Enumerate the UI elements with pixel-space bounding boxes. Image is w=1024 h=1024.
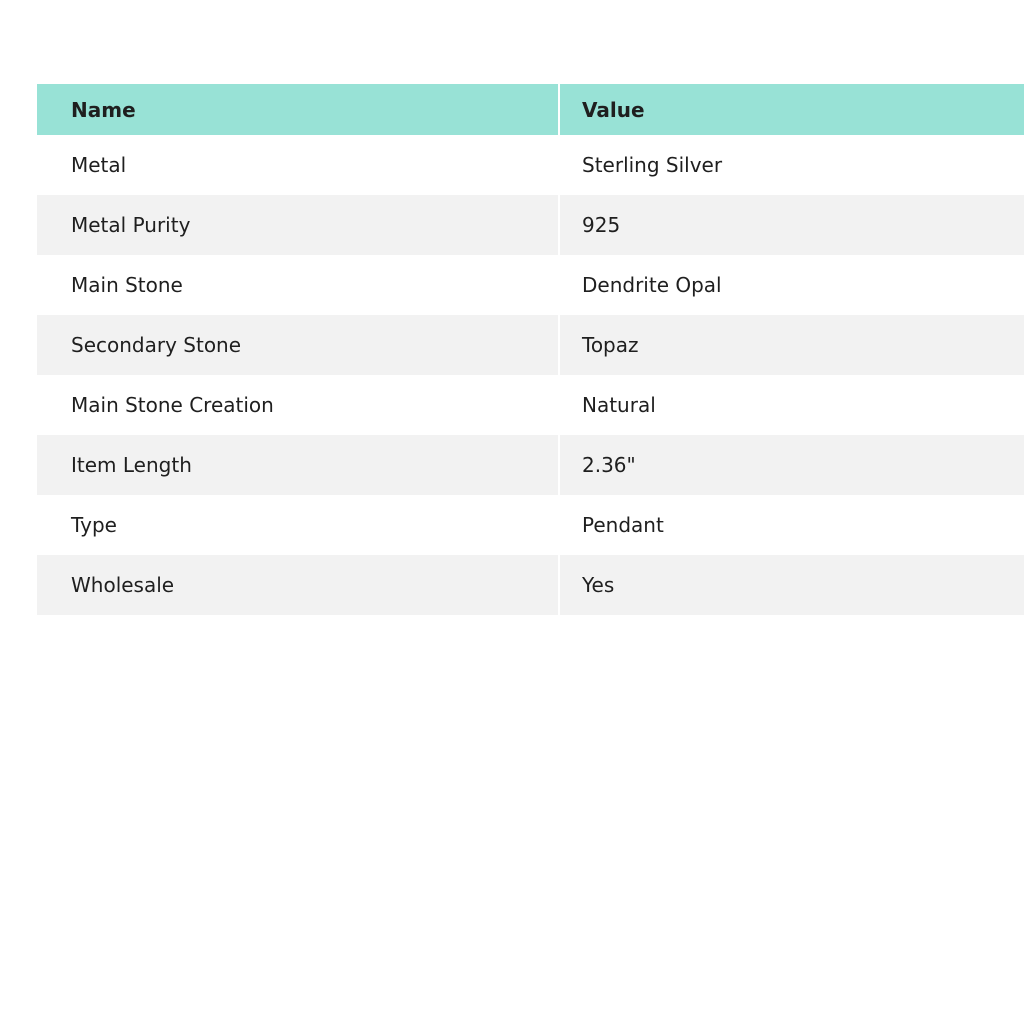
header-cell-name: Name [37,84,559,135]
spec-name: Item Length [37,435,559,495]
header-row [37,84,1024,135]
header-cell-value: Value [559,84,1024,135]
table-row [37,375,1024,435]
spec-name: Metal [37,135,559,195]
spec-value: Natural [582,393,656,417]
table-row [37,255,1024,315]
table-row [37,555,1024,615]
spec-name: Main Stone Creation [37,375,559,435]
spec-value: Pendant [582,513,664,537]
spec-name: Type [37,495,559,555]
table-row [37,195,1024,255]
table-row [37,315,1024,375]
table-row [37,135,1024,195]
spec-value: Yes [559,555,1024,615]
table-row [37,495,1024,555]
spec-name: Metal Purity [37,195,559,255]
spec-value: Dendrite Opal [582,273,722,297]
spec-name: Wholesale [37,555,559,615]
spec-value: 925 [559,195,1024,255]
spec-name: Secondary Stone [37,315,559,375]
specs-table-header [37,84,1024,135]
spec-value: Sterling Silver [582,153,723,177]
spec-name: Main Stone [37,255,559,315]
spec-value: Topaz [559,315,1024,375]
product-specs-table [37,84,1024,615]
spec-value: 2.36" [559,435,1024,495]
specs-table-body [37,135,1024,615]
table-row [37,435,1024,495]
